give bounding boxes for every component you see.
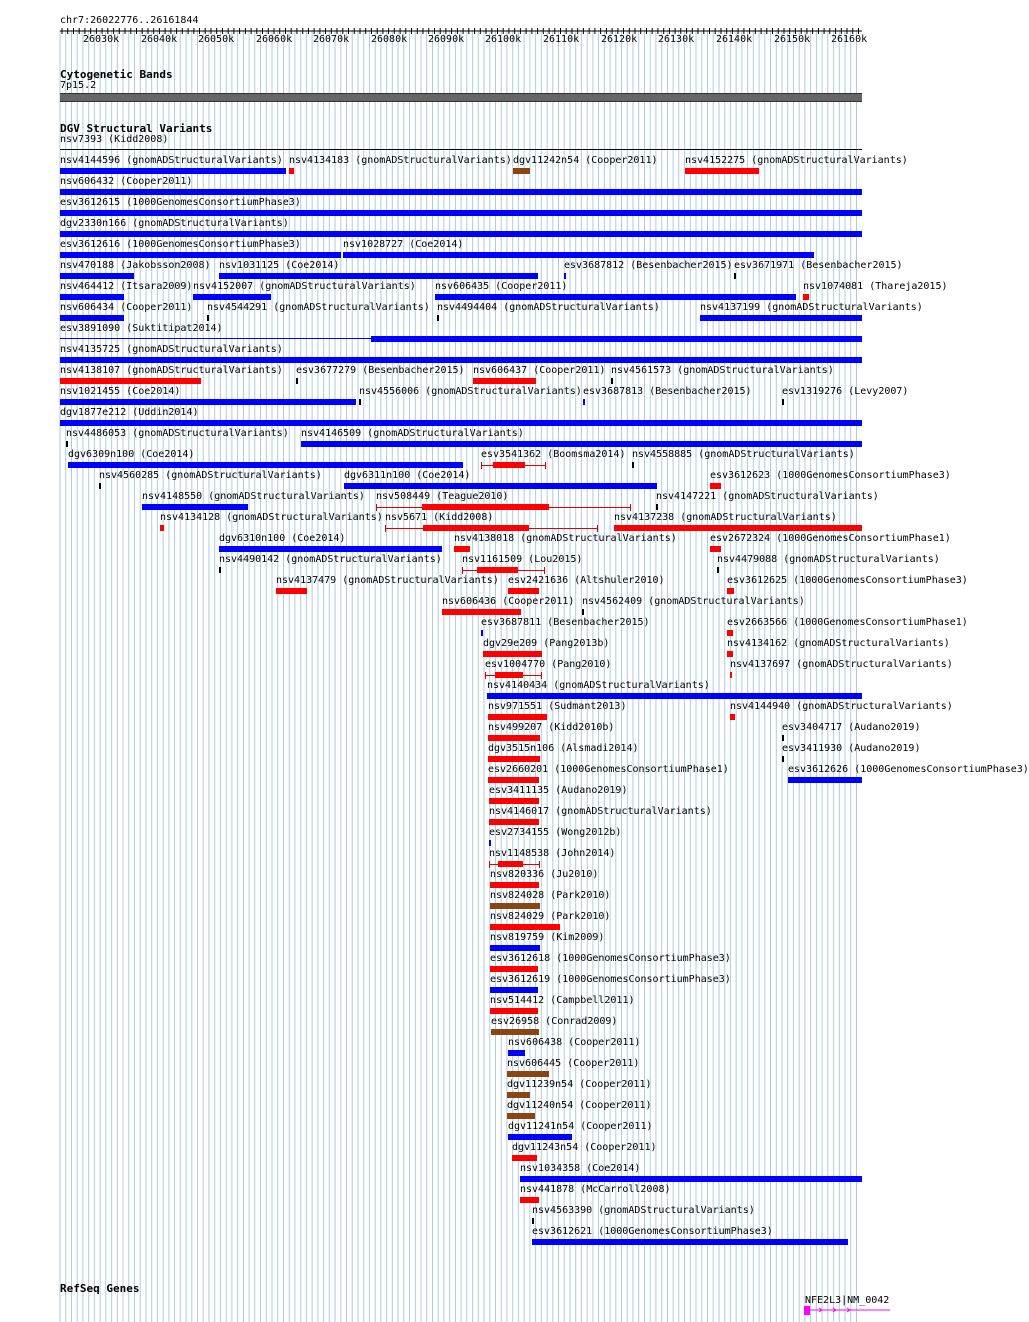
cytoband-label: 7p15.2	[60, 80, 97, 91]
variant-label[interactable]: nsv4560285 (gnomADStructuralVariants)	[99, 470, 322, 481]
variant-label[interactable]: nsv499207 (Kidd2010b)	[488, 722, 615, 733]
variant-label[interactable]: nsv4137697 (gnomADStructuralVariants)	[730, 659, 953, 670]
variant-label[interactable]: dgv6309n100 (Coe2014)	[68, 449, 195, 460]
variant-bar[interactable]	[782, 399, 784, 405]
variant-label[interactable]: nsv4134128 (gnomADStructuralVariants)	[160, 512, 383, 523]
variant-label[interactable]: nsv1034358 (Coe2014)	[520, 1163, 641, 1174]
variant-bar[interactable]	[99, 483, 101, 489]
variant-bar[interactable]	[219, 567, 221, 573]
variant-label[interactable]: nsv4563390 (gnomADStructuralVariants)	[532, 1205, 755, 1216]
variant-range-cap	[544, 567, 545, 574]
variant-bar[interactable]	[508, 588, 539, 594]
ruler-tick-label: 26100k	[485, 34, 522, 45]
variant-label[interactable]: nsv606435 (Cooper2011)	[435, 281, 568, 292]
refseq-gene-label[interactable]: NFE2L3|NM_0042	[805, 1295, 890, 1306]
variant-bar[interactable]	[488, 735, 540, 741]
variant-label[interactable]: nsv4146509 (gnomADStructuralVariants)	[301, 428, 524, 439]
variant-bar[interactable]	[583, 399, 585, 405]
variant-label[interactable]: nsv819759 (Kim2009)	[490, 932, 605, 943]
variant-label[interactable]: nsv4137479 (gnomADStructuralVariants)	[276, 575, 499, 586]
variant-label[interactable]: nsv1031125 (Coe2014)	[219, 260, 340, 271]
variant-label[interactable]: nsv4137199 (gnomADStructuralVariants)	[700, 302, 923, 313]
variant-bar[interactable]	[727, 588, 734, 594]
variant-bar[interactable]	[508, 1134, 572, 1140]
variant-bar[interactable]	[490, 945, 540, 951]
variant-label[interactable]: nsv606436 (Cooper2011)	[442, 596, 575, 607]
variant-label[interactable]: nsv4494404 (gnomADStructuralVariants)	[437, 302, 660, 313]
variant-bar[interactable]	[582, 609, 584, 615]
variant-bar[interactable]	[477, 567, 518, 573]
variant-label[interactable]: nsv971551 (Sudmant2013)	[488, 701, 627, 712]
variant-bar[interactable]	[473, 378, 536, 384]
variant-bar[interactable]	[512, 1155, 537, 1161]
variant-bar[interactable]	[727, 630, 733, 636]
variant-bar[interactable]	[207, 315, 209, 321]
variant-range-cap	[385, 525, 386, 532]
variant-bar[interactable]	[142, 504, 248, 510]
variant-label[interactable]: nsv4137238 (gnomADStructuralVariants)	[614, 512, 837, 523]
variant-label[interactable]: nsv1148538 (John2014)	[489, 848, 616, 859]
ruler-tick-label: 26110k	[543, 34, 580, 45]
variant-bar[interactable]	[727, 651, 733, 657]
variant-bar[interactable]	[611, 378, 613, 384]
variant-label[interactable]: dgv1877e212 (Uddin2014)	[60, 407, 199, 418]
variant-bar[interactable]	[60, 420, 862, 426]
variant-range-cap	[481, 462, 482, 469]
variant-label[interactable]: nsv4138018 (gnomADStructuralVariants)	[454, 533, 677, 544]
variant-bar[interactable]	[276, 588, 307, 594]
variant-bar[interactable]	[422, 504, 549, 510]
variant-bar[interactable]	[60, 315, 124, 321]
variant-bar[interactable]	[454, 546, 470, 552]
variant-bar[interactable]	[60, 399, 356, 405]
variant-label[interactable]: dgv11239n54 (Cooper2011)	[507, 1079, 652, 1090]
variant-bar[interactable]	[734, 273, 736, 279]
variant-bar[interactable]	[483, 651, 542, 657]
variant-label[interactable]: esv2660201 (1000GenomesConsortiumPhase1)	[488, 764, 729, 775]
variant-bar[interactable]	[60, 231, 862, 237]
variant-bar[interactable]	[60, 210, 862, 216]
variant-label[interactable]: nsv606445 (Cooper2011)	[507, 1058, 640, 1069]
variant-label[interactable]: esv2421636 (Altshuler2010)	[508, 575, 665, 586]
variant-bar[interactable]	[564, 273, 566, 279]
variant-bar[interactable]	[423, 525, 529, 531]
variant-bar[interactable]	[507, 1071, 549, 1077]
variant-bar[interactable]	[532, 1239, 848, 1245]
variant-label[interactable]: dgv6310n100 (Coe2014)	[219, 533, 346, 544]
variant-label[interactable]: nsv606438 (Cooper2011)	[508, 1037, 641, 1048]
position-label: chr7:26022776..26161844	[60, 15, 199, 26]
variant-bar[interactable]	[490, 1008, 538, 1014]
variant-range-cap	[489, 861, 490, 868]
variant-label[interactable]: esv1004770 (Pang2010)	[485, 659, 612, 670]
ruler-tick-label: 26140k	[716, 34, 753, 45]
variant-label[interactable]: nsv508449 (Teague2010)	[376, 491, 509, 502]
variant-bar[interactable]	[296, 378, 298, 384]
variant-bar[interactable]	[60, 294, 124, 300]
variant-label[interactable]: nsv1028727 (Coe2014)	[343, 239, 464, 250]
variant-bar[interactable]	[488, 714, 547, 720]
variant-bar[interactable]	[219, 273, 538, 279]
variant-label[interactable]: nsv606432 (Cooper2011)	[60, 176, 193, 187]
track-separator	[60, 149, 862, 150]
variant-label[interactable]: esv3541362 (Boomsma2014)	[481, 449, 626, 460]
variant-label[interactable]: nsv4148550 (gnomADStructuralVariants)	[142, 491, 365, 502]
variant-line[interactable]	[60, 338, 372, 339]
variant-label[interactable]: esv3612616 (1000GenomesConsortiumPhase3)	[60, 239, 301, 250]
ruler-tick-label: 26060k	[256, 34, 293, 45]
variant-bar[interactable]	[60, 273, 134, 279]
variant-label[interactable]: nsv4134162 (gnomADStructuralVariants)	[727, 638, 950, 649]
variant-bar[interactable]	[60, 357, 862, 363]
variant-bar[interactable]	[803, 294, 809, 300]
variant-range-cap	[539, 861, 540, 868]
variant-label[interactable]: esv1319276 (Levy2007)	[782, 386, 909, 397]
cytoband-bar[interactable]	[60, 93, 862, 102]
variant-bar[interactable]	[532, 1218, 534, 1224]
variant-label[interactable]: nsv4146017 (gnomADStructuralVariants)	[489, 806, 712, 817]
variant-bar[interactable]	[491, 1029, 539, 1035]
variant-label[interactable]: nsv606434 (Cooper2011)	[60, 302, 193, 313]
variant-bar[interactable]	[488, 756, 540, 762]
variant-bar[interactable]	[344, 483, 657, 489]
variant-label[interactable]: esv3411135 (Audano2019)	[489, 785, 628, 796]
variant-bar[interactable]	[490, 966, 538, 972]
variant-bar[interactable]	[685, 168, 759, 174]
variant-label[interactable]: dgv6311n100 (Coe2014)	[344, 470, 471, 481]
variant-bar[interactable]	[700, 315, 862, 321]
variant-bar[interactable]	[710, 546, 721, 552]
variant-label[interactable]: nsv4479088 (gnomADStructuralVariants)	[717, 554, 940, 565]
variant-bar[interactable]	[301, 441, 862, 447]
variant-bar[interactable]	[489, 819, 539, 825]
variant-bar[interactable]	[498, 861, 523, 867]
variant-label[interactable]: esv26958 (Conrad2009)	[491, 1016, 618, 1027]
variant-bar[interactable]	[193, 294, 271, 300]
variant-bar[interactable]	[487, 693, 862, 699]
variant-bar[interactable]	[60, 168, 286, 174]
variant-label[interactable]: nsv606437 (Cooper2011)	[473, 365, 606, 376]
ruler-tick-label: 26160k	[831, 34, 868, 45]
variant-label[interactable]: nsv4147221 (gnomADStructuralVariants)	[656, 491, 879, 502]
variant-range-cap	[545, 462, 546, 469]
variant-label[interactable]: nsv4144940 (gnomADStructuralVariants)	[730, 701, 953, 712]
variant-bar[interactable]	[788, 777, 862, 783]
variant-bar[interactable]	[493, 462, 525, 468]
variant-label[interactable]: esv3687813 (Besenbacher2015)	[583, 386, 752, 397]
variant-bar[interactable]	[489, 840, 491, 846]
variant-bar[interactable]	[513, 168, 530, 174]
variant-label[interactable]: nsv4135725 (gnomADStructuralVariants)	[60, 344, 283, 355]
variant-range-cap	[597, 525, 598, 532]
variant-label[interactable]: nsv464412 (Itsara2009)	[60, 281, 193, 292]
variant-label[interactable]: esv3612615 (1000GenomesConsortiumPhase3)	[60, 197, 301, 208]
variant-label[interactable]: esv3891090 (Suktitipat2014)	[60, 323, 223, 334]
variant-bar[interactable]	[508, 1050, 525, 1056]
variant-label[interactable]: dgv2330n166 (gnomADStructuralVariants)	[60, 218, 289, 229]
variant-bar[interactable]	[730, 714, 735, 720]
variant-label[interactable]: nsv5671 (Kidd2008)	[385, 512, 494, 523]
ruler-tick-label: 26150k	[774, 34, 811, 45]
variant-bar[interactable]	[68, 462, 463, 468]
dgv-track-title: DGV Structural Variants	[60, 122, 213, 135]
variant-bar[interactable]	[442, 609, 521, 615]
ruler-tick-label: 26050k	[198, 34, 235, 45]
variant-label[interactable]: esv3404717 (Audano2019)	[782, 722, 921, 733]
ruler-tick-label: 26040k	[141, 34, 178, 45]
variant-label[interactable]: dgv11242n54 (Cooper2011)	[513, 155, 658, 166]
variant-bar[interactable]	[490, 903, 540, 909]
variant-bar[interactable]	[60, 252, 341, 258]
variant-label[interactable]: esv3612619 (1000GenomesConsortiumPhase3)	[490, 974, 731, 985]
variant-bar[interactable]	[520, 1176, 862, 1182]
variant-range-cap	[630, 504, 631, 511]
variant-label[interactable]: esv3612625 (1000GenomesConsortiumPhase3)	[727, 575, 968, 586]
variant-range-cap	[462, 567, 463, 574]
variant-label[interactable]: esv3677279 (Besenbacher2015)	[296, 365, 465, 376]
dgv-first-variant[interactable]: nsv7393 (Kidd2008)	[60, 134, 169, 145]
variant-label[interactable]: esv3612623 (1000GenomesConsortiumPhase3)	[710, 470, 951, 481]
variant-bar[interactable]	[520, 1197, 539, 1203]
variant-bar[interactable]	[710, 483, 721, 489]
ruler-tick-label: 26120k	[601, 34, 638, 45]
variant-label[interactable]: esv3612621 (1000GenomesConsortiumPhase3)	[532, 1226, 773, 1237]
ruler-tick-label: 26070k	[313, 34, 350, 45]
variant-bar[interactable]	[495, 672, 523, 678]
variant-bar[interactable]	[490, 924, 560, 930]
variant-label[interactable]: nsv1161509 (Lou2015)	[462, 554, 583, 565]
variant-label[interactable]: nsv441878 (McCarroll2008)	[520, 1184, 671, 1195]
variant-label[interactable]: nsv824029 (Park2010)	[490, 911, 611, 922]
variant-label[interactable]: nsv824028 (Park2010)	[490, 890, 611, 901]
variant-bar[interactable]	[507, 1092, 530, 1098]
variant-label[interactable]: nsv1021455 (Coe2014)	[60, 386, 181, 397]
variant-range-cap	[485, 672, 486, 679]
variant-bar[interactable]	[656, 504, 658, 510]
variant-label[interactable]: dgv11240n54 (Cooper2011)	[507, 1100, 652, 1111]
variant-range-cap	[541, 672, 542, 679]
variant-label[interactable]: esv3687811 (Besenbacher2015)	[481, 617, 650, 628]
variant-bar[interactable]	[782, 756, 784, 762]
variant-label[interactable]: dgv11241n54 (Cooper2011)	[508, 1121, 653, 1132]
variant-bar[interactable]	[435, 294, 796, 300]
variant-bar[interactable]	[219, 546, 442, 552]
variant-label[interactable]: esv3612626 (1000GenomesConsortiumPhase3)	[788, 764, 1029, 775]
variant-bar[interactable]	[289, 168, 294, 174]
variant-bar[interactable]	[371, 336, 862, 342]
variant-label[interactable]: nsv514412 (Campbell2011)	[490, 995, 635, 1006]
variant-label[interactable]: esv2734155 (Wong2012b)	[489, 827, 622, 838]
variant-bar[interactable]	[730, 672, 732, 678]
cytoband-track-title: Cytogenetic Bands	[60, 68, 173, 81]
variant-range-cap	[376, 504, 377, 511]
variant-bar[interactable]	[481, 630, 483, 636]
variant-bar[interactable]	[507, 1113, 535, 1119]
ruler-tick-label: 26080k	[371, 34, 408, 45]
variant-label[interactable]: esv3687812 (Besenbacher2015)	[564, 260, 733, 271]
ruler-tick-label: 26090k	[428, 34, 465, 45]
variant-label[interactable]: nsv4558885 (gnomADStructuralVariants)	[632, 449, 855, 460]
ruler-tick-label: 26130k	[658, 34, 695, 45]
variant-label[interactable]: nsv4144596 (gnomADStructuralVariants)	[60, 155, 283, 166]
variant-label[interactable]: esv2663566 (1000GenomesConsortiumPhase1)	[727, 617, 968, 628]
variant-bar[interactable]	[66, 441, 68, 447]
variant-label[interactable]: esv3612618 (1000GenomesConsortiumPhase3)	[490, 953, 731, 964]
variant-label[interactable]: esv3671971 (Besenbacher2015)	[734, 260, 903, 271]
variant-label[interactable]: dgv3515n106 (Alsmadi2014)	[488, 743, 639, 754]
variant-label[interactable]: esv2672324 (1000GenomesConsortiumPhase1)	[710, 533, 951, 544]
variant-bar[interactable]	[359, 399, 361, 405]
variant-label[interactable]: nsv1074081 (Thareja2015)	[803, 281, 948, 292]
variant-bar[interactable]	[489, 798, 539, 804]
refseq-gene-glyph[interactable]	[804, 1305, 890, 1317]
variant-bar[interactable]	[490, 882, 539, 888]
variant-label[interactable]: nsv4152007 (gnomADStructuralVariants)	[193, 281, 416, 292]
variant-label[interactable]: nsv4562409 (gnomADStructuralVariants)	[582, 596, 805, 607]
variant-bar[interactable]	[717, 567, 719, 573]
variant-bar[interactable]	[632, 462, 634, 468]
variant-label[interactable]: nsv4490142 (gnomADStructuralVariants)	[219, 554, 442, 565]
variant-bar[interactable]	[160, 525, 164, 531]
variant-bar[interactable]	[490, 987, 538, 993]
variant-label[interactable]: nsv4138107 (gnomADStructuralVariants)	[60, 365, 283, 376]
variant-label[interactable]: nsv4544291 (gnomADStructuralVariants)	[207, 302, 430, 313]
ruler-tick-label: 26030k	[83, 34, 120, 45]
variant-bar[interactable]	[437, 315, 439, 321]
variant-label[interactable]: nsv820336 (Ju2010)	[490, 869, 599, 880]
variant-label[interactable]: nsv470188 (Jakobsson2008)	[60, 260, 211, 271]
variant-bar[interactable]	[60, 189, 862, 195]
variant-label[interactable]: esv3411930 (Audano2019)	[782, 743, 921, 754]
variant-label[interactable]: dgv29e209 (Pang2013b)	[483, 638, 610, 649]
variant-label[interactable]: nsv4140434 (gnomADStructuralVariants)	[487, 680, 710, 691]
variant-label[interactable]: nsv4152275 (gnomADStructuralVariants)	[685, 155, 908, 166]
variant-bar[interactable]	[343, 252, 814, 258]
variant-label[interactable]: nsv4556006 (gnomADStructuralVariants)	[359, 386, 582, 397]
variant-label[interactable]: nsv4134183 (gnomADStructuralVariants)	[289, 155, 512, 166]
variant-label[interactable]: dgv11243n54 (Cooper2011)	[512, 1142, 657, 1153]
variant-bar[interactable]	[488, 777, 539, 783]
variant-bar[interactable]	[614, 525, 862, 531]
variant-label[interactable]: nsv4486053 (gnomADStructuralVariants)	[66, 428, 289, 439]
variant-bar[interactable]	[60, 378, 201, 384]
variant-label[interactable]: nsv4561573 (gnomADStructuralVariants)	[611, 365, 834, 376]
refseq-track-title: RefSeq Genes	[60, 1282, 140, 1295]
variant-bar[interactable]	[782, 735, 784, 741]
